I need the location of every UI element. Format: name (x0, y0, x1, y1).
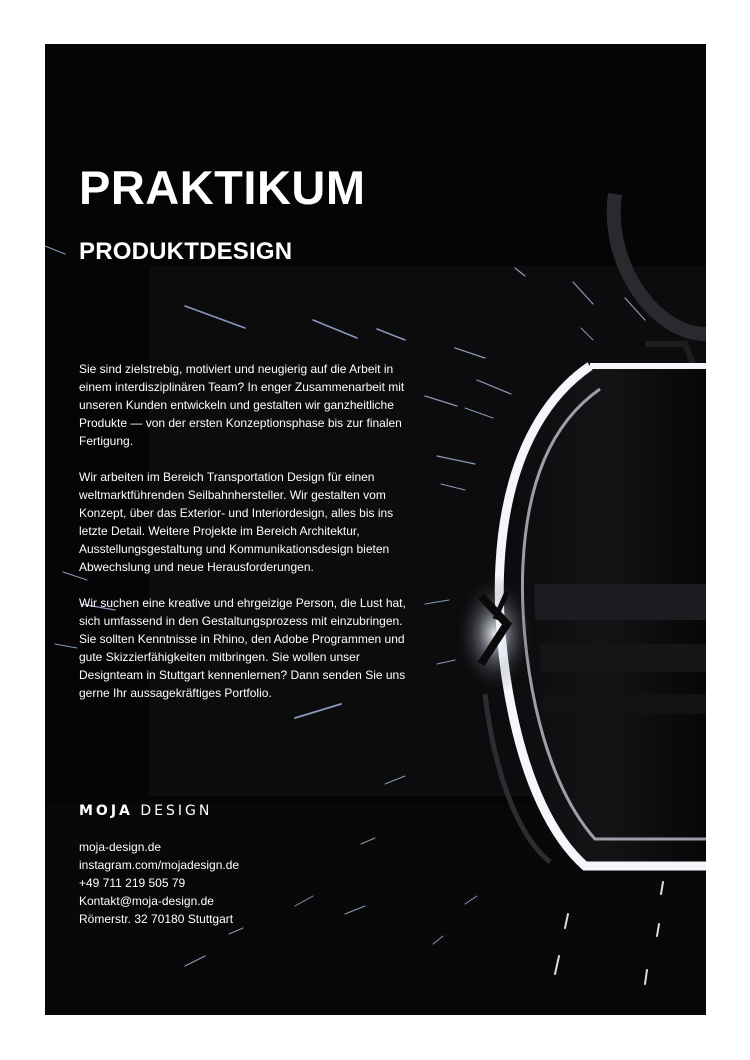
paragraph-requirements: Wir suchen eine kreative und ehrgeizige Person, die Lust hat, sich umfassend in den Gestaltungsprozess mit einzubringen. Sie sollten Kenntnisse in Rhino, den Adobe Programmen und gute Skizzierfähigkeiten mitbringen. Sie wollen unser Designteam in Stuttgart kennenlernen? Dann senden Sie uns gerne Ihr aussagekräftiges Portfolio. (79, 596, 406, 700)
poster-subtitle: PRODUKTDESIGN (79, 238, 293, 265)
job-description (79, 360, 411, 720)
brand-name-bold: MOJA (79, 803, 133, 819)
instagram-link[interactable]: instagram.com/mojadesign.de (79, 858, 240, 872)
email-link[interactable]: Kontakt@moja-design.de (79, 894, 214, 908)
address: Römerstr. 32 70180 Stuttgart (79, 912, 234, 926)
paragraph-about: Wir arbeiten im Bereich Transportation Design für einen weltmarktführenden Seilbahnhersteller. Wir gestalten vom Konzept, über das Exterior- und Interiordesign, alles bis ins letzte Detail. Weitere Projekte im Bereich Architektur, Ausstellungsgestaltung und Kommunikationsdesign bieten Abwechslung und neue Herausforderungen. (79, 470, 394, 574)
website-link[interactable]: moja-design.de (79, 840, 162, 854)
brand-logo (79, 804, 212, 818)
phone-number[interactable]: +49 711 219 505 79 (79, 876, 186, 890)
brand-name-light: DESIGN (140, 803, 213, 819)
poster-title: PRAKTIKUM (79, 161, 366, 214)
contact-block (79, 838, 239, 928)
poster (45, 44, 706, 1015)
paragraph-intro: Sie sind zielstrebig, motiviert und neugierig auf die Arbeit in einem interdisziplinären Team? In enger Zusammenarbeit mit unseren Kunden entwickeln und gestalten wir ganzheitliche Produkte — von der ersten Konzeptionsphase bis zur finalen Fertigung. (79, 362, 405, 448)
